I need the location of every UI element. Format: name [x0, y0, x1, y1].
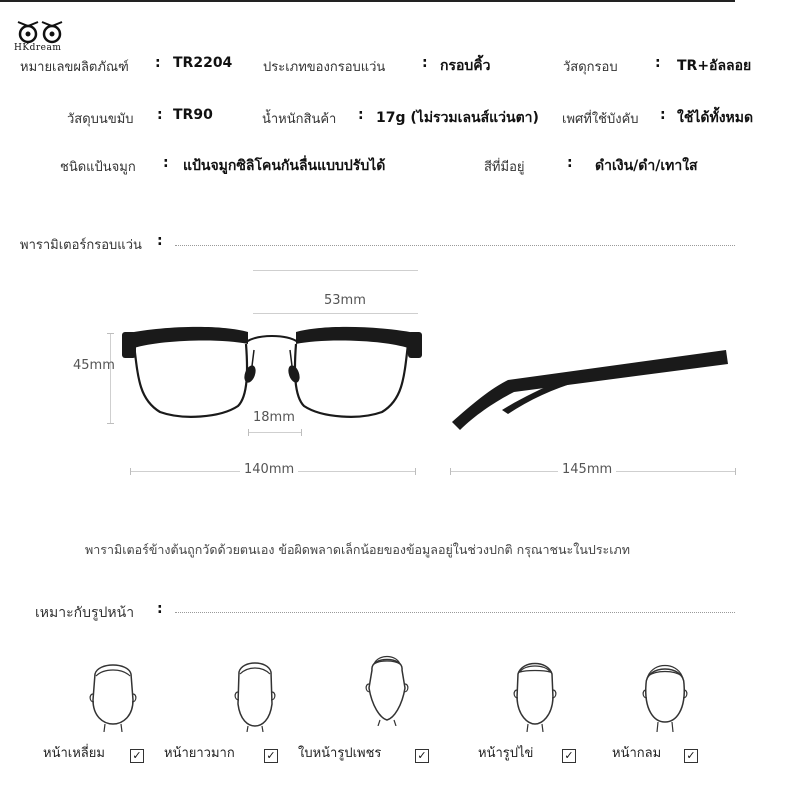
round-face-icon — [630, 654, 700, 732]
oval-face-label: หน้ารูปไข่ — [478, 746, 534, 761]
frame-width-label: 140mm — [240, 462, 298, 477]
square-face-label: หน้าเหลี่ยม — [43, 746, 105, 761]
colon: : — [163, 155, 169, 171]
tick — [107, 333, 114, 334]
lens-width-top-rule — [253, 270, 418, 271]
glasses-side-diagram — [448, 342, 733, 432]
colon: : — [358, 107, 364, 123]
temple-material-label: วัสดุบนขมับ — [67, 112, 134, 127]
frame-type-label: ประเภทของกรอบแว่น — [263, 60, 386, 75]
nose-pad-label: ชนิดแป้นจมูก — [60, 160, 136, 175]
colon: : — [660, 107, 666, 123]
colon: : — [157, 107, 163, 123]
colon: : — [422, 55, 428, 71]
available-colors-label: สีที่มีอยู่ — [484, 160, 525, 175]
colon: : — [655, 55, 661, 71]
tick — [450, 468, 451, 475]
tick — [130, 468, 131, 475]
gender-label: เพศที่ใช้บังคับ — [562, 112, 639, 127]
face-shape-title: เหมาะกับรูปหน้า — [35, 605, 135, 621]
gender-value: ใช้ได้ทั้งหมด — [677, 110, 754, 126]
nose-pad-value: แป้นจมูกซิลิโคนกันลื่นแบบปรับได้ — [183, 158, 386, 174]
model-label: หมายเลขผลิตภัณฑ์ — [20, 60, 129, 75]
lens-height-rule — [110, 333, 111, 423]
measurement-note: พารามิเตอร์ข้างต้นถูกวัดด้วยตนเอง ข้อผิดพลาดเล็กน้อยของข้อมูลอยู่ในช่วงปกติ กรุณาชนะในประเภท — [85, 542, 631, 557]
frame-material-value: TR+อัลลอย — [677, 58, 752, 74]
tick — [301, 429, 302, 436]
available-colors-value: ดำเงิน/ดำ/เทาใส — [595, 158, 698, 174]
checkbox-icon: ✓ — [684, 749, 698, 763]
oval-face-icon — [500, 654, 570, 732]
diamond-face-label: ใบหน้ารูปเพชร — [298, 746, 382, 761]
bridge-width-label: 18mm — [253, 410, 295, 425]
lens-height-label: 45mm — [73, 358, 115, 373]
tick — [735, 468, 736, 475]
frame-parameters-title: พารามิเตอร์กรอบแว่น — [20, 238, 142, 253]
frame-material-label: วัสดุกรอบ — [563, 60, 618, 75]
tick — [107, 423, 114, 424]
checkbox-icon: ✓ — [415, 749, 429, 763]
checkbox-icon: ✓ — [562, 749, 576, 763]
round-face-label: หน้ากลม — [612, 746, 662, 761]
lens-width-label: 53mm — [324, 293, 366, 308]
bridge-rule — [248, 432, 301, 433]
checkbox-icon: ✓ — [130, 749, 144, 763]
lens-width-rule — [253, 313, 418, 314]
square-face-icon — [78, 654, 148, 732]
dotted-divider — [175, 612, 735, 613]
long-face-icon — [220, 654, 290, 732]
temple-length-label: 145mm — [558, 462, 616, 477]
colon: : — [567, 155, 573, 171]
top-border — [0, 0, 735, 2]
frame-type-value: กรอบคิ้ว — [440, 58, 491, 74]
colon: : — [155, 55, 161, 71]
weight-label: น้ำหนักสินค้า — [262, 112, 337, 127]
colon: : — [157, 601, 163, 617]
glasses-front-diagram — [120, 320, 425, 430]
diamond-face-icon — [352, 648, 422, 726]
weight-value: 17g (ไม่รวมเลนส์แว่นตา) — [376, 110, 539, 126]
dotted-divider — [175, 245, 735, 246]
checkbox-icon: ✓ — [264, 749, 278, 763]
temple-material-value: TR90 — [173, 107, 213, 123]
model-value: TR2204 — [173, 55, 233, 71]
tick — [248, 429, 249, 436]
tick — [415, 468, 416, 475]
long-face-label: หน้ายาวมาก — [164, 746, 235, 761]
colon: : — [157, 233, 163, 249]
logo-text: HKdream — [14, 43, 62, 53]
